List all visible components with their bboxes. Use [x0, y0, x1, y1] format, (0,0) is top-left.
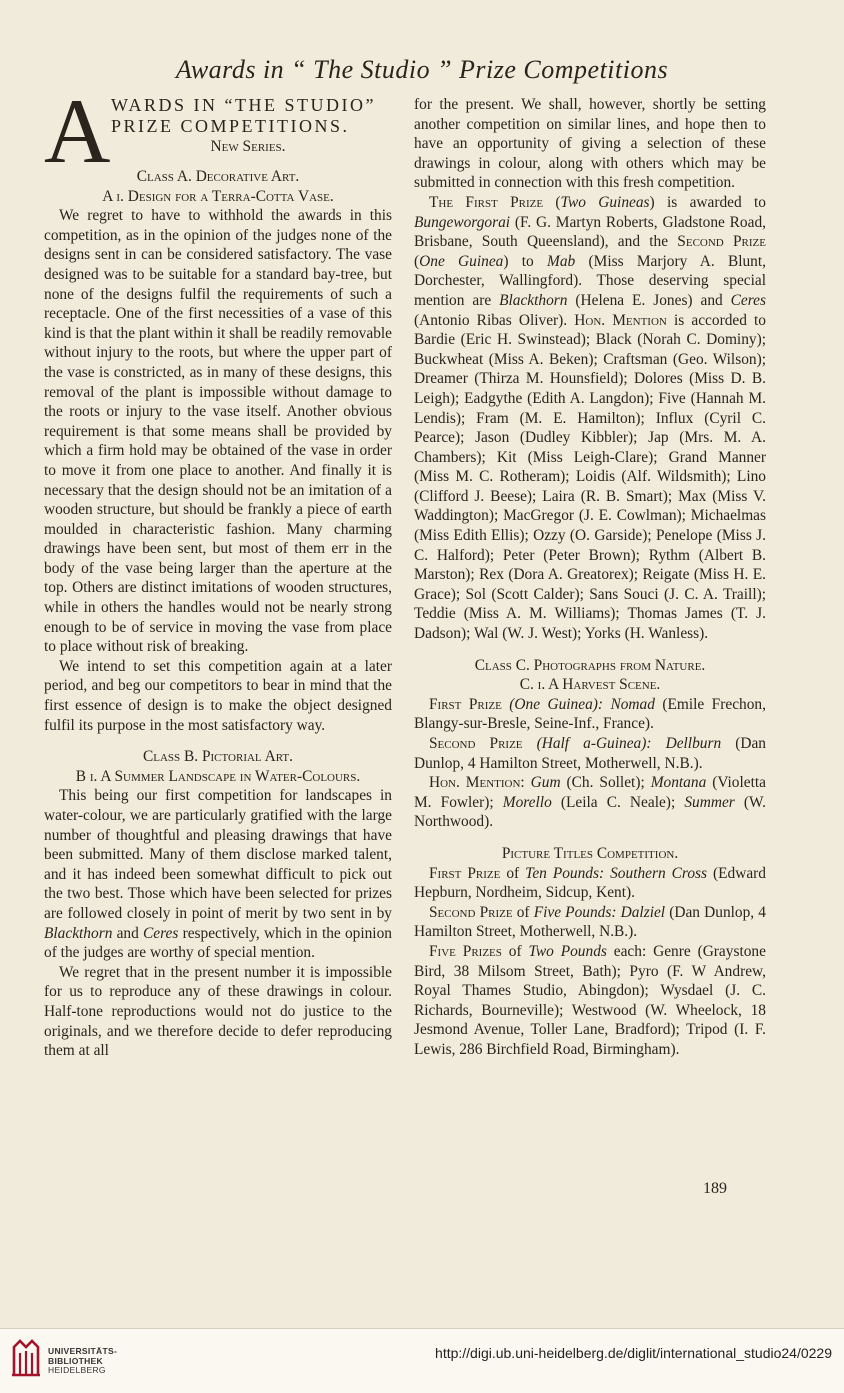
c1-second-prize: Second Prize (Half a-Guinea): Dellburn (Dan Dunlop, 4 Hamilton Street, Motherwell, N.B.). [414, 735, 766, 772]
library-footer [0, 1329, 844, 1393]
a1-paragraph-1: We regret to have to withhold the awards in this competition, as in the opinion of the judges none of the designs sent in can be considered satisfactory. The vase designed was to be suitable for a standard bay-tree, but none of the designs fulfil the requirements of such a receptacle. One of the first necessities of a vase of this kind is that the plant within it shall be readily removable without injury to the roots, but where the upper part of the vase is constricted, as in many of these designs, this removal of the plant is impossible without damage to the roots or injury to the vase itself. Another obvious requirement is that some means shall be provided by which a firm hold may be obtained of the vase in order to move it from one place to another. And finally it is necessary that the design should not be an imitation of a wooden structure, but should be frankly a piece of earth moulded in characteristic fashion. Many charming drawings have been sent, but most of them err in the body of the vase being larger than the aperture at the top. Others are distinct imitations of wooden structures, while in others the handles would not be nearly strong enough to be of service in moving the vase from place to place without risk of breaking. [44, 207, 392, 656]
running-header: Awards in “ The Studio ” Prize Competitions [175, 55, 669, 84]
a1-paragraph-2: We intend to set this competition again at a later period, and beg our competitors to bear in mind that the first essence of design is to make the object designed fulfil its purpose in the most satisfactory way. [44, 657, 392, 734]
university-library-logo-icon [10, 1339, 42, 1377]
c1-hon-mention: Hon. Mention: Gum (Ch. Sollet); Montana (Violetta M. Fowler); Morello (Leila C. Neale); Summer (W. Northwood). [414, 774, 766, 831]
b1-paragraph-2: We regret that in the present number it is impossible for us to reproduce any of these drawings in colour. Half-tone reproductions would not do justice to the originals, and we therefore decide to defer reproducing them at all [44, 963, 392, 1060]
c1-heading: C. i. A Harvest Scene. [519, 676, 661, 694]
continued-paragraph: for the present. We shall, however, shortly be setting another competition on similar lines, and hope then to have an opportunity of giving a selection of these drawings in colour, along with others which may be submitted in connection with this fresh competition. [414, 96, 766, 192]
article-title-line-2: PRIZE COMPETITIONS. [111, 116, 350, 136]
a1-heading: A i. Design for a Terra-Cotta Vase. [102, 187, 334, 205]
b1-heading: B i. A Summer Landscape in Water-Colours. [75, 767, 361, 785]
library-name: UNIVERSITÄTS- BIBLIOTHEK HEIDELBERG [48, 1346, 118, 1376]
pt-five-prizes: Five Prizes of Two Pounds each: Genre (Graystone Bird, 38 Milsom Street, Bath); Pyro (F. W Andrew, Royal Thames Studio, Abingdon); Wysdael (J. C. Richards, Bourneville); Westwood (W. Wheelock, 18 Jesmond Avenue, Toller Lane, Bradford); Tripod (I. F. Lewis, 286 Birchfield Road, Birmingham). [414, 942, 766, 1058]
class-b-heading: Class B. Pictorial Art. [142, 748, 293, 766]
new-series-heading: New Series. [210, 138, 286, 155]
c1-first-prize: First Prize (One Guinea): Nomad (Emile Frechon, Blangy-sur-Bresle, Seine-Inf., France). [414, 695, 766, 733]
article-title-line-1: WARDS IN “THE STUDIO” [111, 95, 376, 115]
page-number: 189 [703, 1180, 727, 1197]
pt-first-prize: First Prize of Ten Pounds: Southern Cross (Edward Hepburn, Nordheim, Sidcup, Kent). [414, 864, 766, 902]
left-column [44, 80, 392, 1061]
pt-second-prize: Second Prize of Five Pounds: Dalziel (Dan Dunlop, 4 Hamilton Street, Motherwell, N.B.). [414, 903, 766, 941]
class-a-heading: Class A. Decorative Art. [136, 168, 300, 185]
picture-titles-heading: Picture Titles Competition. [501, 844, 679, 862]
class-c-heading: Class C. Photographs from Nature. [474, 656, 706, 674]
awards-paragraph: The First Prize (Two Guineas) is awarded to Bungeworgorai (F. G. Martyn Roberts, Gladstone Road, Brisbane, South Queensland), and the Second Prize (One Guinea) to Mab (Miss Marjory A. Blunt, Dorchester, Wallingford). Those deserving special mention are Blackthorn (Helena E. Jones) and Ceres (Antonio Ribas Oliver). Hon. Mention is accorded to Bardie (Eric H. Swinstead); Black (Norah C. Dominy); Buckwheat (Miss A. Beken); Craftsman (Geo. Wilson); Dreamer (Thirza M. Hounsfield); Dolores (Miss D. B. Leigh); Eadgythe (Edith A. Langdon); Five (Hannah M. Lendis); Fram (M. E. Hamilton); Influx (Cyril C. Pearce); Jason (Dudley Kibbler); Jap (Mrs. M. A. Chambers); Kit (Miss Leigh-Clare); Grand Manner (Miss M. C. Rotheram); Loidis (Alf. Wildsmith); Lino (Clifford J. Beese); Laira (R. B. Smart); Max (Miss V. Waddington); MacGregor (J. E. Cowlman); Michaelmas (Miss Edith Ellis); Ozzy (O. Garside); Penelope (Miss J. C. Halford); Peter (Peter Brown); Rythm (Albert B. Marston); Rex (Dora A. Greatorex); Reigate (Miss H. E. Grace); Sol (Scott Calder); Sans Souci (J. C. A. Traill); Teddie (Miss A. M. Williams); Thomas James (T. J. Dadson); Wal (W. J. West); Yorks (H. Wanless). [414, 193, 766, 643]
b1-paragraph-1: This being our first competition for landscapes in water-colour, we are particularly gratified with the large number of thoughtful and pleasing drawings that have been submitted. Many of them disclose marked talent, and it has indeed been somewhat difficult to pick out the two best. Those which have been selected for prizes are followed closely in point of merit by two sent in by Blackthorn and Ceres respectively, which in the opinion of the judges are worthy of special mention. [44, 787, 392, 962]
drop-cap: A [44, 80, 111, 182]
right-column [414, 95, 766, 1060]
source-url-link[interactable]: http://digi.ub.uni-heidelberg.de/diglit/international_studio24/0229 [435, 1345, 832, 1361]
